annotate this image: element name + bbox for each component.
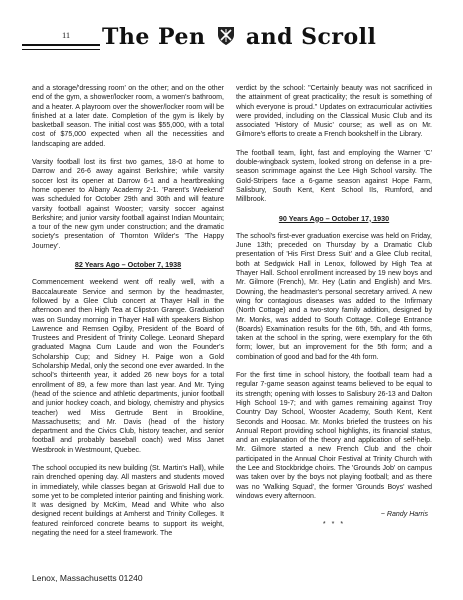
newsletter-title xyxy=(102,24,442,50)
title-part-1: The Pen xyxy=(102,24,206,50)
masthead-rule-thick xyxy=(22,44,100,46)
left-column xyxy=(32,84,224,547)
paragraph: and a storage/'dressing room' on the other; and on the other end of the gym, a shower/locker room, a women's bathroom, and a heater. A playroom over the shower/locker room will be finished at a later date. Completion of the gym is likely by basketball season. The initial cost was $55,000, with a total cost of $75,000 expected when all the necessities and landscaping are added. xyxy=(32,85,224,148)
masthead-rule-thin xyxy=(22,49,100,50)
crest-icon xyxy=(217,26,235,46)
paragraph: For the first time in school history, the football team had a regular 7-game season against teams believed to be equal to its strength; opening with losses to Salisbury 26-13 and Dalton High School 19-7; and with games remaining against Troy Country Day School, Wooster Academy, South Kent, Kent Seconds and Hoosac. Mr. Monks briefed the trustees on his Annual Report providing school highlights, its financial status, and an explanation of the theory and application of self-help. Mr. Gilmore started a new French Club and the choir participated in the Annual Choir Festival at Trinity Church with the Lee and Stockbridge choirs. The 'Grounds Job' on campus was taken over by the boys not playing football; and as there was no 'Walking Squad', the former 'Grounds Boys' washed windows every afternoon. xyxy=(236,372,432,500)
paragraph: The football team, light, fast and employing the Warner 'C' double-wingback system, looked strong on defense in a pre-season scrimmage against the Lee High School varsity. The Gold-Stripers face a 6-game season against Hope Farm, Salisbury, South Kent, Kent School IIs, Rumford, and Millbrook. xyxy=(236,149,432,204)
paragraph: Commencement weekend went off really well, with a Baccalaureate Service and sermon by the headmaster, followed by a Glee Club concert at Thayer Hall in the afternoon and then High Tea at Clipston Grange. Graduation was on Sunday morning in Thayer Hall with speakers Bishop Lawrence and Remsen Ogilby, President of the Board of Trustees and President of Trinity College. Leonard Shepard graduated Magna Cum Laude and won the Founder's Scholarship Cup; and Sidney H. Paige won a Gold Scholarship Medal, only the second one ever awarded. In the school's thirteenth year, it added 26 new boys for a total enrollment of 89, a few more than last year. And Mr. Tying (head of the science and athletic departments, junior football and junior hockey coach, and biology, chemistry and physics teacher) wed Miss Gertrude Bent in Brookline, Massachusetts; and Mr. Davis (head of the history department and the Civics Club, history teacher, and senior football and probably baseball coach) wed Miss Janet Westbrook in Westmount, Quebec. xyxy=(32,279,224,454)
masthead xyxy=(22,22,442,62)
right-column xyxy=(236,84,432,530)
section-heading: 90 Years Ago – October 17, 1930 xyxy=(278,213,390,223)
footer-address: Lenox, Massachusetts 01240 xyxy=(32,573,143,583)
paragraph: verdict by the school: "Certainly beauty was not sacrificed in the attainment of great practicality; the result is something of which everyone is proud." Updates on extracurricular activities were provided, including on the Classical Music Club and its associated 'History of Music' course; as well as on Mr. Gilmore's efforts to create a French bookshelf in the Library. xyxy=(236,85,432,139)
section-divider: * * * xyxy=(322,521,346,529)
author-signature: ~ Randy Harris xyxy=(380,511,428,519)
paragraph: The school occupied its new building (St. Martin's Hall), while rain drenched opening day. All masters and students moved in immediately, while classes began at Griswold Hall due to some yet to be completed interior painting and finishing work. It was designed by McKim, Mead and White who also designed recent buildings at Amherst and Trinity Colleges. It featured reinforced concrete beams to support its weight, negating the need for a steel framework. The xyxy=(32,464,224,538)
section-heading: 82 Years Ago – October 7, 1938 xyxy=(74,260,182,270)
paragraph: Varsity football lost its first two games, 18-0 at home to Darrow and 26-6 away against Berkshire; while varsity soccer lost its opener at Darrow 6-1 and a heartbreaking home opener to Albany Academy 2-1. 'Parent's Weekend' was scheduled for October 29th and 30th and will feature varsity football against Wooster; varsity soccer against Berkshire; and junior varsity football against Indian Mountain; a tour of the new gym under construction; and the dramatic society's presentation of Thornton Wilder's 'The Happy Journey'. xyxy=(32,159,224,250)
title-part-2: and Scroll xyxy=(245,24,377,50)
page-number: 11 xyxy=(62,30,71,40)
paragraph: The school's first-ever graduation exercise was held on Friday, June 13th; preceded on Thursday by a Dramatic Club presentation of 'His First Dress Suit' and a Glee Club recital, both at Sedgwick Hall in Lenox, followed by High Tea at Thayer Hall. School enrollment increased by 19 new boys and Mr. Gilmore (French), Mr. Hey (Latin and English) and Mrs. Downing, the headmaster's personal secretary arrived. A new wing for contagious diseases was added to the Infirmary (North Cottage) and a two-story family addition, designed by Mr. Monks, was added to South Cottage. College Entrance (Boards) Examination results for the 6th, 5th, and 4th forms, taken at the school in the spring, were exemplary for the 6th form; lower, but an improvement for the 5th form; and a combination of good and bad for the 4th form. xyxy=(236,232,432,361)
